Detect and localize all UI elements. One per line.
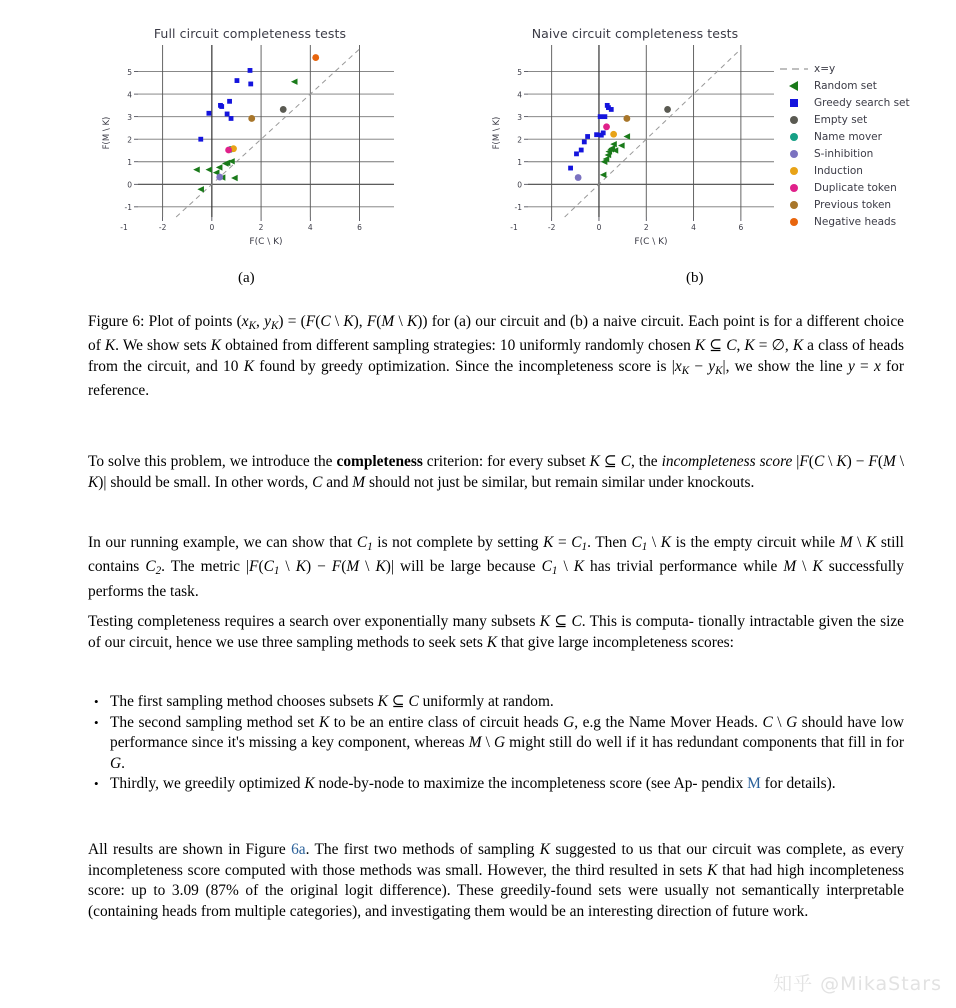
svg-text:F(M \ K): F(M \ K) bbox=[492, 116, 502, 150]
svg-text:1: 1 bbox=[517, 157, 522, 167]
svg-text:1: 1 bbox=[127, 157, 132, 167]
circle-icon bbox=[778, 146, 812, 162]
svg-text:6: 6 bbox=[357, 223, 362, 232]
legend-item bbox=[778, 94, 948, 111]
sampling-methods-list bbox=[88, 692, 904, 795]
svg-text:5: 5 bbox=[517, 67, 522, 77]
term-completeness: completeness bbox=[336, 453, 423, 470]
square-icon bbox=[778, 95, 812, 111]
legend-item bbox=[778, 77, 948, 94]
left-triangle-icon bbox=[778, 78, 812, 94]
legend-item bbox=[778, 179, 948, 196]
link-appendix-m[interactable]: M bbox=[747, 775, 761, 793]
svg-text:-1: -1 bbox=[120, 223, 128, 232]
legend-item-label: Negative heads bbox=[814, 215, 897, 228]
legend-item bbox=[778, 145, 948, 162]
paragraph-testing: Testing completeness requires a search over exponentially many subsets K ⊆ C. This is computa- tionally intractable given the size of our circuit, hence we use three sampling methods to seek sets K that give large incompleteness scores: bbox=[88, 613, 905, 651]
svg-text:0: 0 bbox=[127, 180, 132, 190]
circle-icon bbox=[778, 112, 812, 128]
svg-text:4: 4 bbox=[691, 223, 696, 232]
chart-b-title: Naive circuit completeness tests bbox=[531, 26, 739, 41]
svg-text:-2: -2 bbox=[547, 223, 556, 232]
legend-item-label: S-inhibition bbox=[814, 147, 874, 160]
circle-icon bbox=[778, 163, 812, 179]
circle-icon bbox=[778, 129, 812, 145]
legend-item bbox=[778, 128, 948, 145]
chart-legend bbox=[778, 60, 948, 230]
caption-label: Figure 6: bbox=[88, 313, 145, 330]
svg-text:F(M \ K): F(M \ K) bbox=[102, 116, 112, 150]
chart-b-plot bbox=[490, 41, 780, 261]
legend-item-label: Random set bbox=[814, 79, 877, 92]
svg-text:-1: -1 bbox=[124, 203, 132, 213]
legend-item bbox=[778, 162, 948, 179]
legend-item-label: Induction bbox=[814, 164, 863, 177]
legend-item-label: Previous token bbox=[814, 198, 892, 211]
svg-text:F(C \ K): F(C \ K) bbox=[634, 237, 668, 247]
svg-text:F(C \ K): F(C \ K) bbox=[249, 237, 283, 247]
circle-icon bbox=[778, 197, 812, 213]
paragraph-completeness: To solve this problem, we introduce the completeness criterion: for every subset K ⊆ C, the incompleteness score |F(C \ K) − F(M \ K)| should be small. In other words, C and M should not just be similar, but remain similar under knockouts. bbox=[88, 453, 905, 491]
svg-text:4: 4 bbox=[517, 90, 522, 100]
legend-item-label: Duplicate token bbox=[814, 181, 897, 194]
svg-text:-1: -1 bbox=[514, 203, 522, 213]
list-item: • The second sampling method set K to be an entire class of circuit heads G, e.g the Name Mover Heads. C \ G should have low performance since it's missing a key component, whereas M \ G might still do well if it has redundant components that fill in for G. bbox=[88, 713, 904, 775]
figure-caption: Figure 6: Plot of points ($x_K$, $y_K) = (F(C$ \ K), F(M \ K)) for (a) our circuit and (b) a naive circuit. Each point is for a different choice of K. We show sets K obtained from different sampling strategies: 10 uniformly randomly chosen K ⊆ C, K = ∅, K a class of heads from the circuit, and 10 K found by greedy optimization. Since the incompleteness score is $|x_K - y_K|$, we show the line y = x for reference. bbox=[88, 313, 905, 400]
svg-text:2: 2 bbox=[258, 223, 264, 232]
list-item: • Thirdly, we greedily optimized K node-by-node to maximize the incompleteness score (see Ap- pendix M for details). bbox=[88, 774, 904, 795]
legend-item-label: Greedy search set bbox=[814, 96, 910, 109]
figure-6 bbox=[0, 0, 956, 300]
svg-text:0: 0 bbox=[517, 180, 522, 190]
svg-text:6: 6 bbox=[738, 223, 744, 232]
svg-text:4: 4 bbox=[127, 90, 132, 100]
paragraph-results: All results are shown in Figure 6a. The first two methods of sampling K suggested to us that our circuit was complete, as every incompleteness score computed with those methods was small. However, the third resulted in sets K that had high incompleteness score: up to 3.09 (87% of the original logit difference). These greedily-found sets were usually not semantically interpretable (containing heads from multiple categories), and investigating them would be an interesting direction of future work. bbox=[88, 841, 904, 920]
legend-item bbox=[778, 213, 948, 230]
subcaption-a: (a) bbox=[238, 270, 255, 286]
svg-text:0: 0 bbox=[209, 223, 215, 232]
svg-text:2: 2 bbox=[127, 135, 132, 145]
dashed-line-icon bbox=[778, 61, 812, 77]
legend-item-label: x=y bbox=[814, 62, 836, 75]
svg-text:-1: -1 bbox=[510, 223, 518, 232]
svg-text:5: 5 bbox=[127, 67, 132, 77]
list-item: • The first sampling method chooses subsets K ⊆ C uniformly at random. bbox=[88, 692, 904, 713]
legend-item-label: Empty set bbox=[814, 113, 868, 126]
subcaption-b: (b) bbox=[686, 270, 704, 286]
svg-text:2: 2 bbox=[643, 223, 649, 232]
chart-full-circuit bbox=[100, 0, 400, 261]
paragraph-running-example: In our running example, we can show that $C_1$ is not complete by setting $K = C_1$. Then $C_1$ \ K is the empty circuit while M \ K still contains $C_2$. The metric $|F(C_1$ \ K) − F(M \ K)| will be large because $C_1$ \ K has trivial performance while M \ K successfully performs the task. bbox=[88, 534, 904, 600]
legend-item-label: Name mover bbox=[814, 130, 882, 143]
chart-a-svg bbox=[100, 41, 400, 261]
legend-item bbox=[778, 111, 948, 128]
svg-text:2: 2 bbox=[517, 135, 522, 145]
link-figure-6a[interactable]: 6a bbox=[291, 841, 306, 858]
svg-text:-2: -2 bbox=[158, 223, 167, 232]
legend-item bbox=[778, 60, 948, 77]
svg-text:3: 3 bbox=[517, 112, 522, 122]
watermark: 知乎 @MikaStars bbox=[773, 973, 942, 995]
svg-text:4: 4 bbox=[307, 223, 313, 232]
svg-text:3: 3 bbox=[127, 112, 132, 122]
chart-a-title: Full circuit completeness tests bbox=[153, 26, 347, 41]
legend-item bbox=[778, 196, 948, 213]
chart-a-plot bbox=[100, 41, 400, 261]
circle-icon bbox=[778, 180, 812, 196]
chart-b-svg bbox=[490, 41, 780, 261]
svg-text:0: 0 bbox=[596, 223, 602, 232]
chart-naive-circuit bbox=[490, 0, 780, 261]
circle-icon bbox=[778, 214, 812, 230]
